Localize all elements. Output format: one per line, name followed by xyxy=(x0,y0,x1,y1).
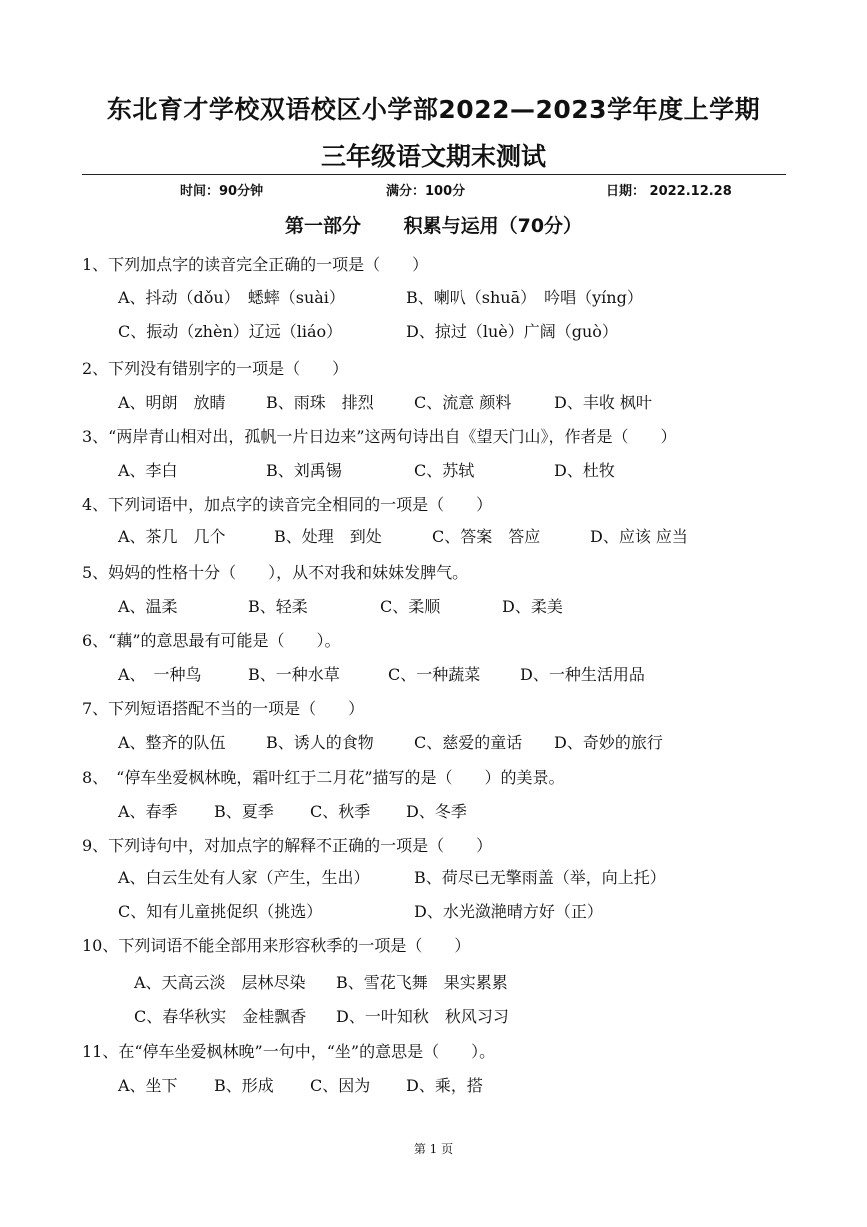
question-option: B、荷尽已无擎雨盖（举，向上托） xyxy=(414,868,666,887)
question-stem: 2、下列没有错别字的一项是（ ） xyxy=(82,359,349,378)
question-option: B、刘禹锡 xyxy=(266,461,342,480)
question-option: C、春华秋实 金桂飘香 xyxy=(134,1007,307,1026)
question-option: D、一种生活用品 xyxy=(520,665,645,684)
question-option: B、形成 xyxy=(214,1076,274,1095)
section-subtitle: 积累与运用（70分） xyxy=(403,215,583,237)
exam-score: 满分：100分 xyxy=(386,184,466,199)
question-option: C、柔顺 xyxy=(380,597,441,616)
question-stem: 7、下列短语搭配不当的一项是（ ） xyxy=(82,699,365,718)
question-option: C、秋季 xyxy=(310,802,371,821)
question-stem: 3、“两岸青山相对出，孤帆一片日边来”这两句诗出自《望天门山》，作者是（ ） xyxy=(82,427,677,446)
question-option: D、杜牧 xyxy=(554,461,615,480)
section-title xyxy=(0,211,867,238)
question-option: B、诱人的食物 xyxy=(266,733,374,752)
question-option: D、丰收 枫叶 xyxy=(554,393,652,412)
question-option: A、 一种鸟 xyxy=(118,665,202,684)
question-option: C、流意 颜料 xyxy=(414,393,512,412)
question-option: A、春季 xyxy=(118,802,178,821)
question-option: C、一种蔬菜 xyxy=(388,665,481,684)
header-divider xyxy=(82,174,786,175)
question-option: A、坐下 xyxy=(118,1076,178,1095)
question-stem: 11、在“停车坐爱枫林晚”一句中，“坐”的意思是（ ）。 xyxy=(82,1042,496,1061)
question-option: A、天高云淡 层林尽染 xyxy=(134,973,306,992)
exam-date: 日期： 2022.12.28 xyxy=(606,184,732,199)
question-option: B、雪花飞舞 果实累累 xyxy=(336,973,508,992)
question-option: D、柔美 xyxy=(502,597,563,616)
question-option: A、茶几 几个 xyxy=(118,527,226,546)
question-option: A、整齐的队伍 xyxy=(118,733,226,752)
question-option: C、因为 xyxy=(310,1076,371,1095)
exam-time: 时间：90分钟 xyxy=(180,184,264,199)
question-stem: 4、下列词语中，加点字的读音完全相同的一项是（ ） xyxy=(82,495,493,514)
question-option: C、苏轼 xyxy=(414,461,475,480)
question-stem: 8、 “停车坐爱枫林晚，霜叶红于二月花”描写的是（ ）的美景。 xyxy=(82,768,565,787)
question-option: D、水光潋滟晴方好（正） xyxy=(414,902,603,921)
question-option: B、夏季 xyxy=(214,802,274,821)
question-option: A、李白 xyxy=(118,461,178,480)
question-option: D、奇妙的旅行 xyxy=(554,733,663,752)
question-stem: 9、下列诗句中，对加点字的解释不正确的一项是（ ） xyxy=(82,836,493,855)
question-option: D、冬季 xyxy=(406,802,467,821)
question-option: D、乘，搭 xyxy=(406,1076,483,1095)
exam-subtitle: 三年级语文期末测试 xyxy=(320,142,546,171)
question-option: C、知有儿童挑促织（挑选） xyxy=(118,902,323,921)
question-stem: 10、下列词语不能全部用来形容秋季的一项是（ ） xyxy=(82,936,471,955)
question-option: B、处理 到处 xyxy=(274,527,382,546)
question-option: A、抖动（dǒu） 蟋蟀（suài） xyxy=(118,288,345,307)
question-stem: 6、“藕”的意思最有可能是（ ）。 xyxy=(82,631,341,650)
question-stem: 1、下列加点字的读音完全正确的一项是（ ） xyxy=(82,255,429,274)
question-option: D、一叶知秋 秋风习习 xyxy=(336,1007,509,1026)
exam-title: 东北育才学校双语校区小学部2022—2023学年度上学期 xyxy=(106,95,761,124)
question-option: A、白云生处有人家（产生，生出） xyxy=(118,868,370,887)
question-option: A、温柔 xyxy=(118,597,178,616)
question-option: C、慈爱的童话 xyxy=(414,733,523,752)
question-stem: 5、妈妈的性格十分（ ），从不对我和妹妹发脾气。 xyxy=(82,563,469,582)
question-option: C、答案 答应 xyxy=(432,527,541,546)
question-option: D、掠过（luè）广阔（guò） xyxy=(406,322,618,341)
section-name: 第一部分 xyxy=(284,215,361,237)
question-option: A、明朗 放睛 xyxy=(118,393,226,412)
question-option: B、一种水草 xyxy=(248,665,340,684)
question-option: D、应该 应当 xyxy=(590,527,688,546)
question-option: B、雨珠 排烈 xyxy=(266,393,374,412)
question-option: B、轻柔 xyxy=(248,597,308,616)
question-option: C、振动（zhèn）辽远（liáo） xyxy=(118,322,343,341)
question-option: B、喇叭（shuā） 吟唱（yíng） xyxy=(406,288,643,307)
page-number: 第 1 页 xyxy=(413,1142,454,1156)
